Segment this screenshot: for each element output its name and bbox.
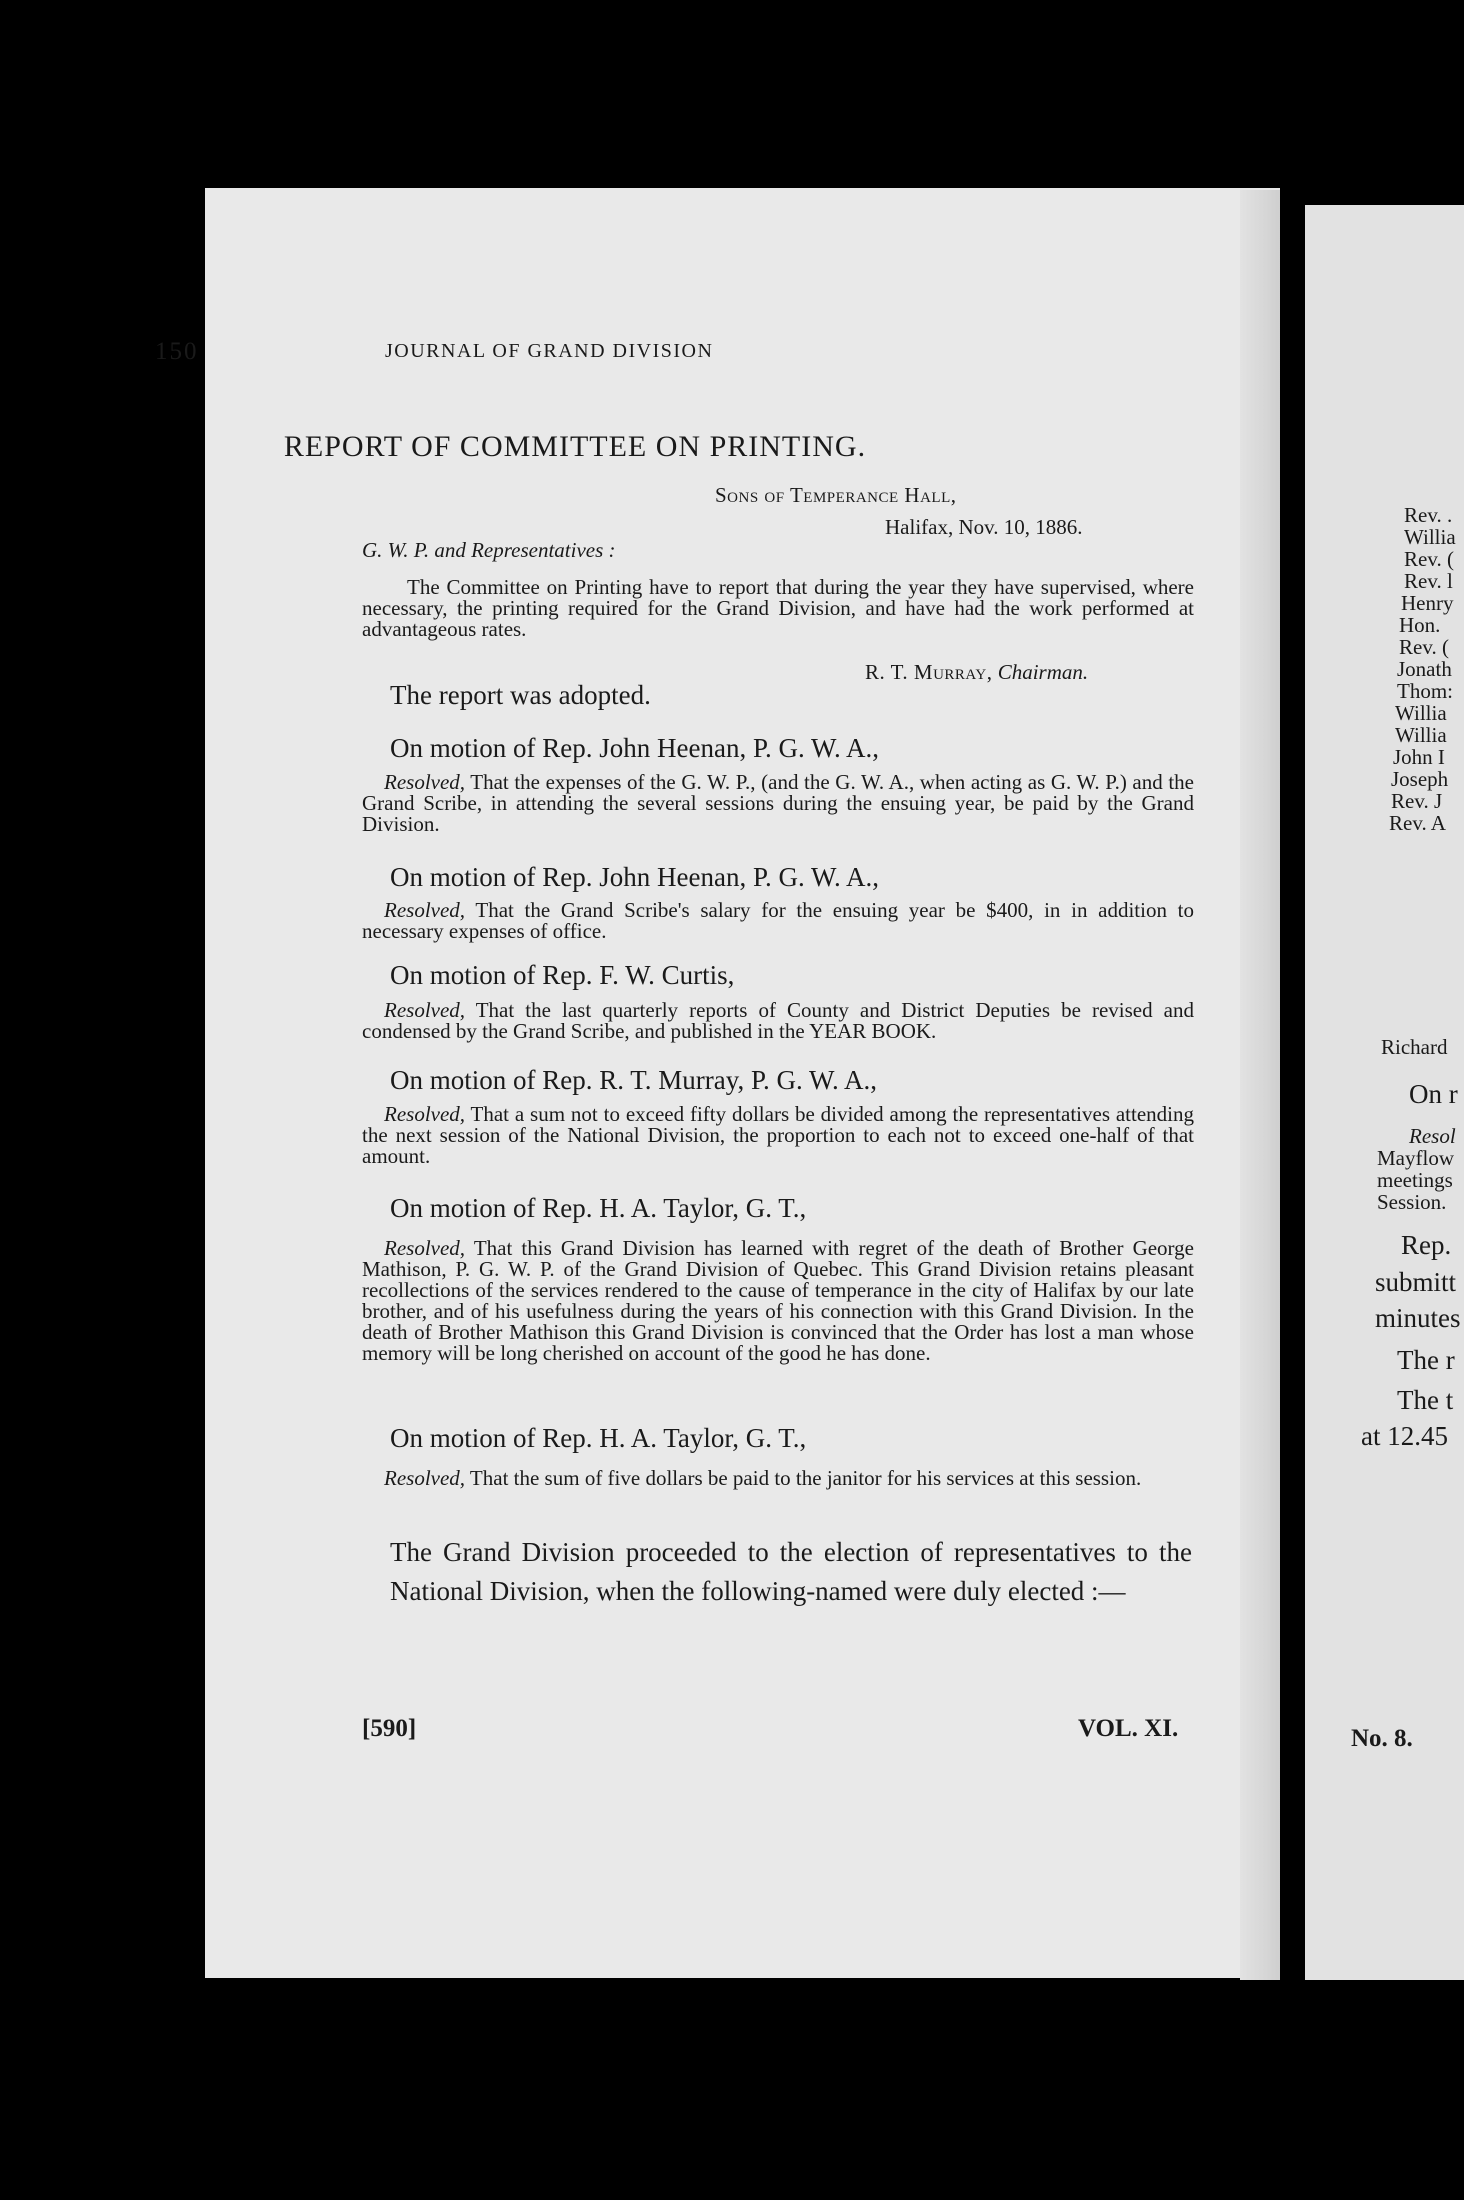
right-page bbox=[1305, 205, 1464, 1980]
resolved-label: Resolved, bbox=[384, 1102, 466, 1126]
right-page-name: Henry bbox=[1401, 591, 1454, 615]
resolution bbox=[362, 1238, 1194, 1364]
resolved-label: Resolved, bbox=[384, 1466, 466, 1490]
right-page-name: Joseph bbox=[1391, 767, 1449, 791]
right-page-resolved: Resol bbox=[1409, 1124, 1456, 1148]
right-page-name: Hon. bbox=[1399, 613, 1441, 637]
resolution-text: That a sum not to exceed fifty dollars be divided among the representatives attending the next session of the National Division, the proportion to each not to exceed one-half of that amount. bbox=[362, 1102, 1194, 1168]
right-page-richard: Richard bbox=[1381, 1035, 1448, 1059]
signature-title: Chairman. bbox=[997, 660, 1089, 684]
right-page-name: Rev. A bbox=[1389, 811, 1446, 835]
resolved-label: Resolved, bbox=[384, 770, 466, 794]
right-page-name: Jonath bbox=[1397, 657, 1452, 681]
right-page-text: Rep. bbox=[1401, 1230, 1452, 1260]
journal-title: JOURNAL OF GRAND DIVISION bbox=[385, 340, 714, 362]
right-page-name: Rev. ( bbox=[1399, 635, 1449, 659]
address-line-1: Sons of Temperance Hall, bbox=[715, 483, 957, 507]
address-line-2-text: Halifax, Nov. 10, 1886. bbox=[885, 515, 1083, 539]
motion-heading: On motion of Rep. H. A. Taylor, G. T., bbox=[390, 1423, 807, 1453]
right-page-text: The t bbox=[1397, 1385, 1454, 1415]
resolved-label: Resolved, bbox=[384, 1236, 466, 1260]
right-page-text: at 12.45 bbox=[1361, 1421, 1448, 1451]
resolved-label: Resolved, bbox=[384, 898, 466, 922]
address-line-2 bbox=[885, 515, 1083, 540]
resolution-text: That the last quarterly reports of County and District Deputies be revised and condensed by the Grand Scribe, and published in the YEAR BOOK. bbox=[362, 998, 1194, 1043]
right-page-text: Session. bbox=[1377, 1190, 1447, 1214]
signature-name: R. T. Murray, bbox=[865, 660, 993, 684]
right-page-name: Willia bbox=[1395, 723, 1447, 747]
motion-heading: On motion of Rep. John Heenan, P. G. W. A., bbox=[390, 733, 879, 763]
report-heading: REPORT OF COMMITTEE ON PRINTING. bbox=[283, 430, 867, 463]
right-page-text: Mayflow bbox=[1377, 1146, 1454, 1170]
report-adopted: The report was adopted. bbox=[390, 680, 651, 710]
resolved-label: Resolved, bbox=[384, 998, 466, 1022]
salutation: G. W. P. and Representatives : bbox=[362, 538, 616, 562]
right-page-name: Rev. ( bbox=[1404, 547, 1454, 571]
right-page-name: Rev. l bbox=[1404, 569, 1453, 593]
right-page-name: John I bbox=[1393, 745, 1445, 769]
footer-volume: VOL. XI. bbox=[1078, 1715, 1179, 1742]
resolution bbox=[362, 1000, 1194, 1042]
resolution-text: That the sum of five dollars be paid to the janitor for his services at this session. bbox=[469, 1466, 1142, 1490]
right-page-text: minutes bbox=[1375, 1303, 1461, 1333]
resolution bbox=[362, 1104, 1194, 1167]
right-page-name: Thom: bbox=[1397, 679, 1453, 703]
page-number: 150 bbox=[155, 338, 199, 365]
signature bbox=[865, 660, 1088, 685]
motion-heading: On motion of Rep. F. W. Curtis, bbox=[390, 960, 735, 990]
page-gutter bbox=[1240, 190, 1280, 1980]
resolution bbox=[362, 1468, 1194, 1489]
motion-heading: On motion of Rep. H. A. Taylor, G. T., bbox=[390, 1193, 807, 1223]
resolution bbox=[362, 900, 1194, 942]
right-page-name: Willia bbox=[1395, 701, 1447, 725]
footer-page-ref: [590] bbox=[362, 1715, 417, 1742]
right-page-name: Rev. . bbox=[1404, 503, 1453, 527]
right-page-name: Rev. J bbox=[1391, 789, 1443, 813]
motion-heading: On motion of Rep. John Heenan, P. G. W. A., bbox=[390, 862, 879, 892]
closing-paragraph: The Grand Division proceeded to the election of representatives to the National Division, when the following-named were duly elected :— bbox=[390, 1537, 1192, 1606]
right-page-text: The r bbox=[1397, 1345, 1455, 1375]
right-page-name: Willia bbox=[1404, 525, 1456, 549]
report-body: The Committee on Printing have to report that during the year they have supervised, where necessary, the printing required for the Grand Division, and have had the work performed at advantageous rates. bbox=[362, 575, 1194, 641]
running-head bbox=[155, 338, 995, 378]
right-page-text: submitt bbox=[1375, 1267, 1457, 1297]
resolution-text: That this Grand Division has learned with regret of the death of Brother George Mathison, P. G. W. P. of the Grand Division of Quebec. This Grand Division retains pleasant recollections of the services rendered to the cause of temperance in the city of Halifax by our late brother, and of his usefulness during the years of his connection with this Grand Division. In the death of Brother Mathison this Grand Division is convinced that the Order has lost a man whose memory will be long cherished on account of the good he has done. bbox=[362, 1236, 1194, 1365]
resolution bbox=[362, 772, 1194, 835]
right-page-motion: On r bbox=[1409, 1079, 1458, 1109]
right-page-footer: No. 8. bbox=[1351, 1725, 1413, 1752]
right-page-text: meetings bbox=[1377, 1168, 1453, 1192]
resolution-text: That the expenses of the G. W. P., (and the G. W. A., when acting as G. W. P.) and the Grand Scribe, in attending the several sessions during the ensuing year, be paid by the Grand Division. bbox=[362, 770, 1194, 836]
resolution-text: That the Grand Scribe's salary for the ensuing year be $400, in in addition to necessary expenses of office. bbox=[362, 898, 1194, 943]
motion-heading: On motion of Rep. R. T. Murray, P. G. W. A., bbox=[390, 1065, 878, 1095]
